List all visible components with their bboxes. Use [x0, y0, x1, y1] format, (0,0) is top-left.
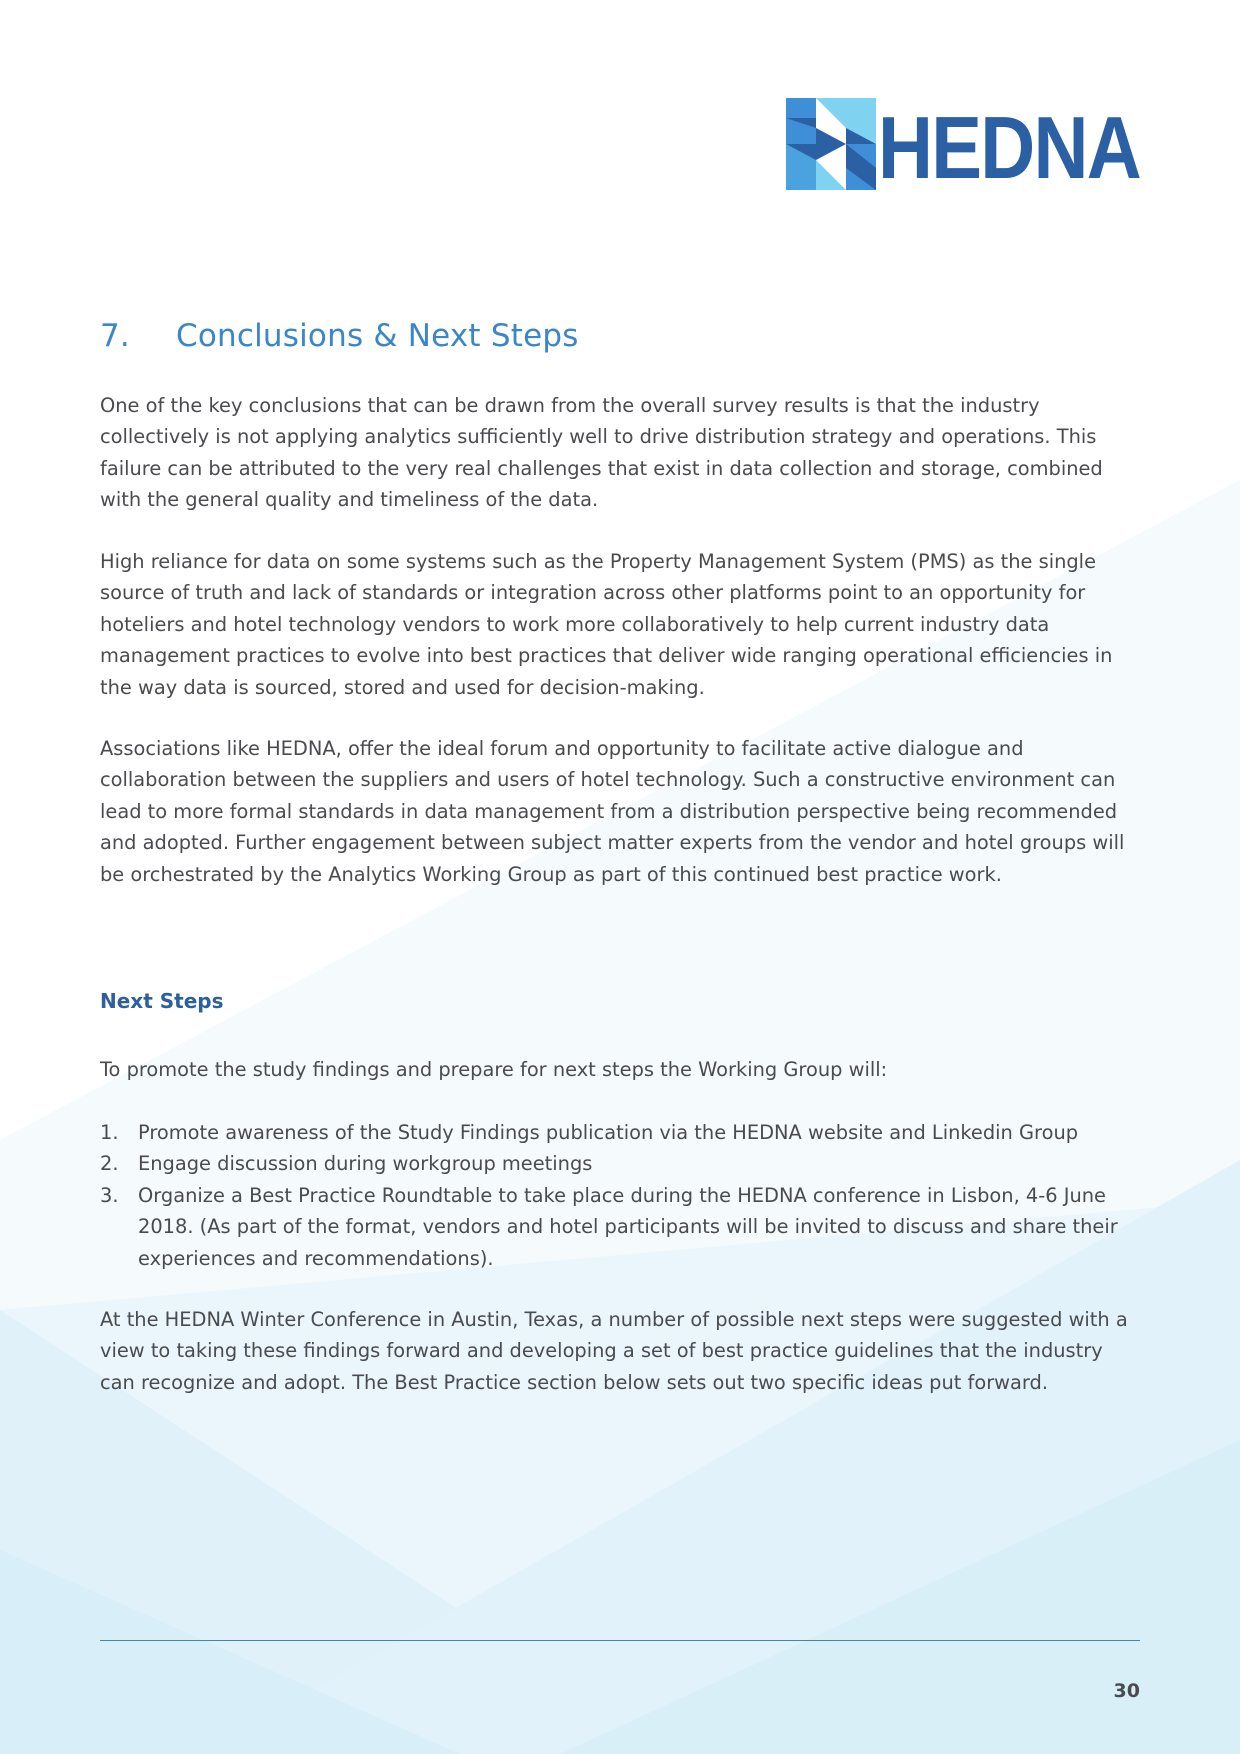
next-steps-intro: To promote the study findings and prepare for next steps the Working Group will: [100, 1058, 888, 1081]
list-item [100, 1148, 1140, 1179]
next-steps-heading: Next Steps [100, 989, 224, 1013]
footer-divider [100, 1640, 1140, 1641]
section-heading [100, 318, 579, 354]
paragraph-key-conclusions: One of the key conclusions that can be drawn from the overall survey results is that the industry collectively is not applying analytics sufficiently well to drive distribution strategy and operations. This failure can be attributed to the very real challenges that exist in data collection and storage, combined with the general quality and timeliness of the data. [100, 394, 1103, 512]
hedna-logo [786, 98, 1142, 197]
list-item-number: 1. [100, 1121, 119, 1144]
list-item-text: Organize a Best Practice Roundtable to take place during the HEDNA conference in Lisbon, 4-6 June 2018. (As part of the format, vendors and hotel participants will be invited to discuss and share their experiences and recommendations). [138, 1183, 1118, 1270]
list-item-text: Promote awareness of the Study Findings publication via the HEDNA website and Linkedin Group [138, 1121, 1079, 1144]
section-title: Conclusions & Next Steps [176, 318, 579, 354]
hedna-logo-wordmark: HEDNA [878, 98, 1141, 197]
paragraph-winter-conference: At the HEDNA Winter Conference in Austin, Texas, a number of possible next steps were suggested with a view to taking these findings forward and developing a set of best practice guidelines that the industry can recognize and adopt. The Best Practice section below sets out two specific ideas put forward. [100, 1308, 1128, 1394]
section-number: 7. [100, 318, 130, 354]
page-number: 30 [1113, 1680, 1140, 1702]
list-item-number: 2. [100, 1152, 119, 1176]
list-item [100, 1180, 1140, 1274]
paragraph-associations: Associations like HEDNA, offer the ideal forum and opportunity to facilitate active dialogue and collaboration between the suppliers and users of hotel technology. Such a constructive environment can lead to more formal standards in data management from a distribution perspective being recommended and adopted. Further engagement between subject matter experts from the vendor and hotel groups will be orchestrated by the Analytics Working Group as part of this continued best practice work. [100, 737, 1125, 886]
paragraph-data-reliance: High reliance for data on some systems such as the Property Management System (PMS) as the single source of truth and lack of standards or integration across other platforms point to an opportunity for hoteliers and hotel technology vendors to work more collaboratively to help current industry data management practices to evolve into best practices that deliver wide ranging operational efficiencies in the way data is sourced, stored and used for decision-making. [100, 550, 1113, 699]
next-steps-list [100, 1117, 1140, 1274]
list-item-number: 3. [100, 1183, 119, 1207]
list-item-text: Engage discussion during workgroup meetings [138, 1152, 593, 1176]
list-item [100, 1117, 1140, 1148]
